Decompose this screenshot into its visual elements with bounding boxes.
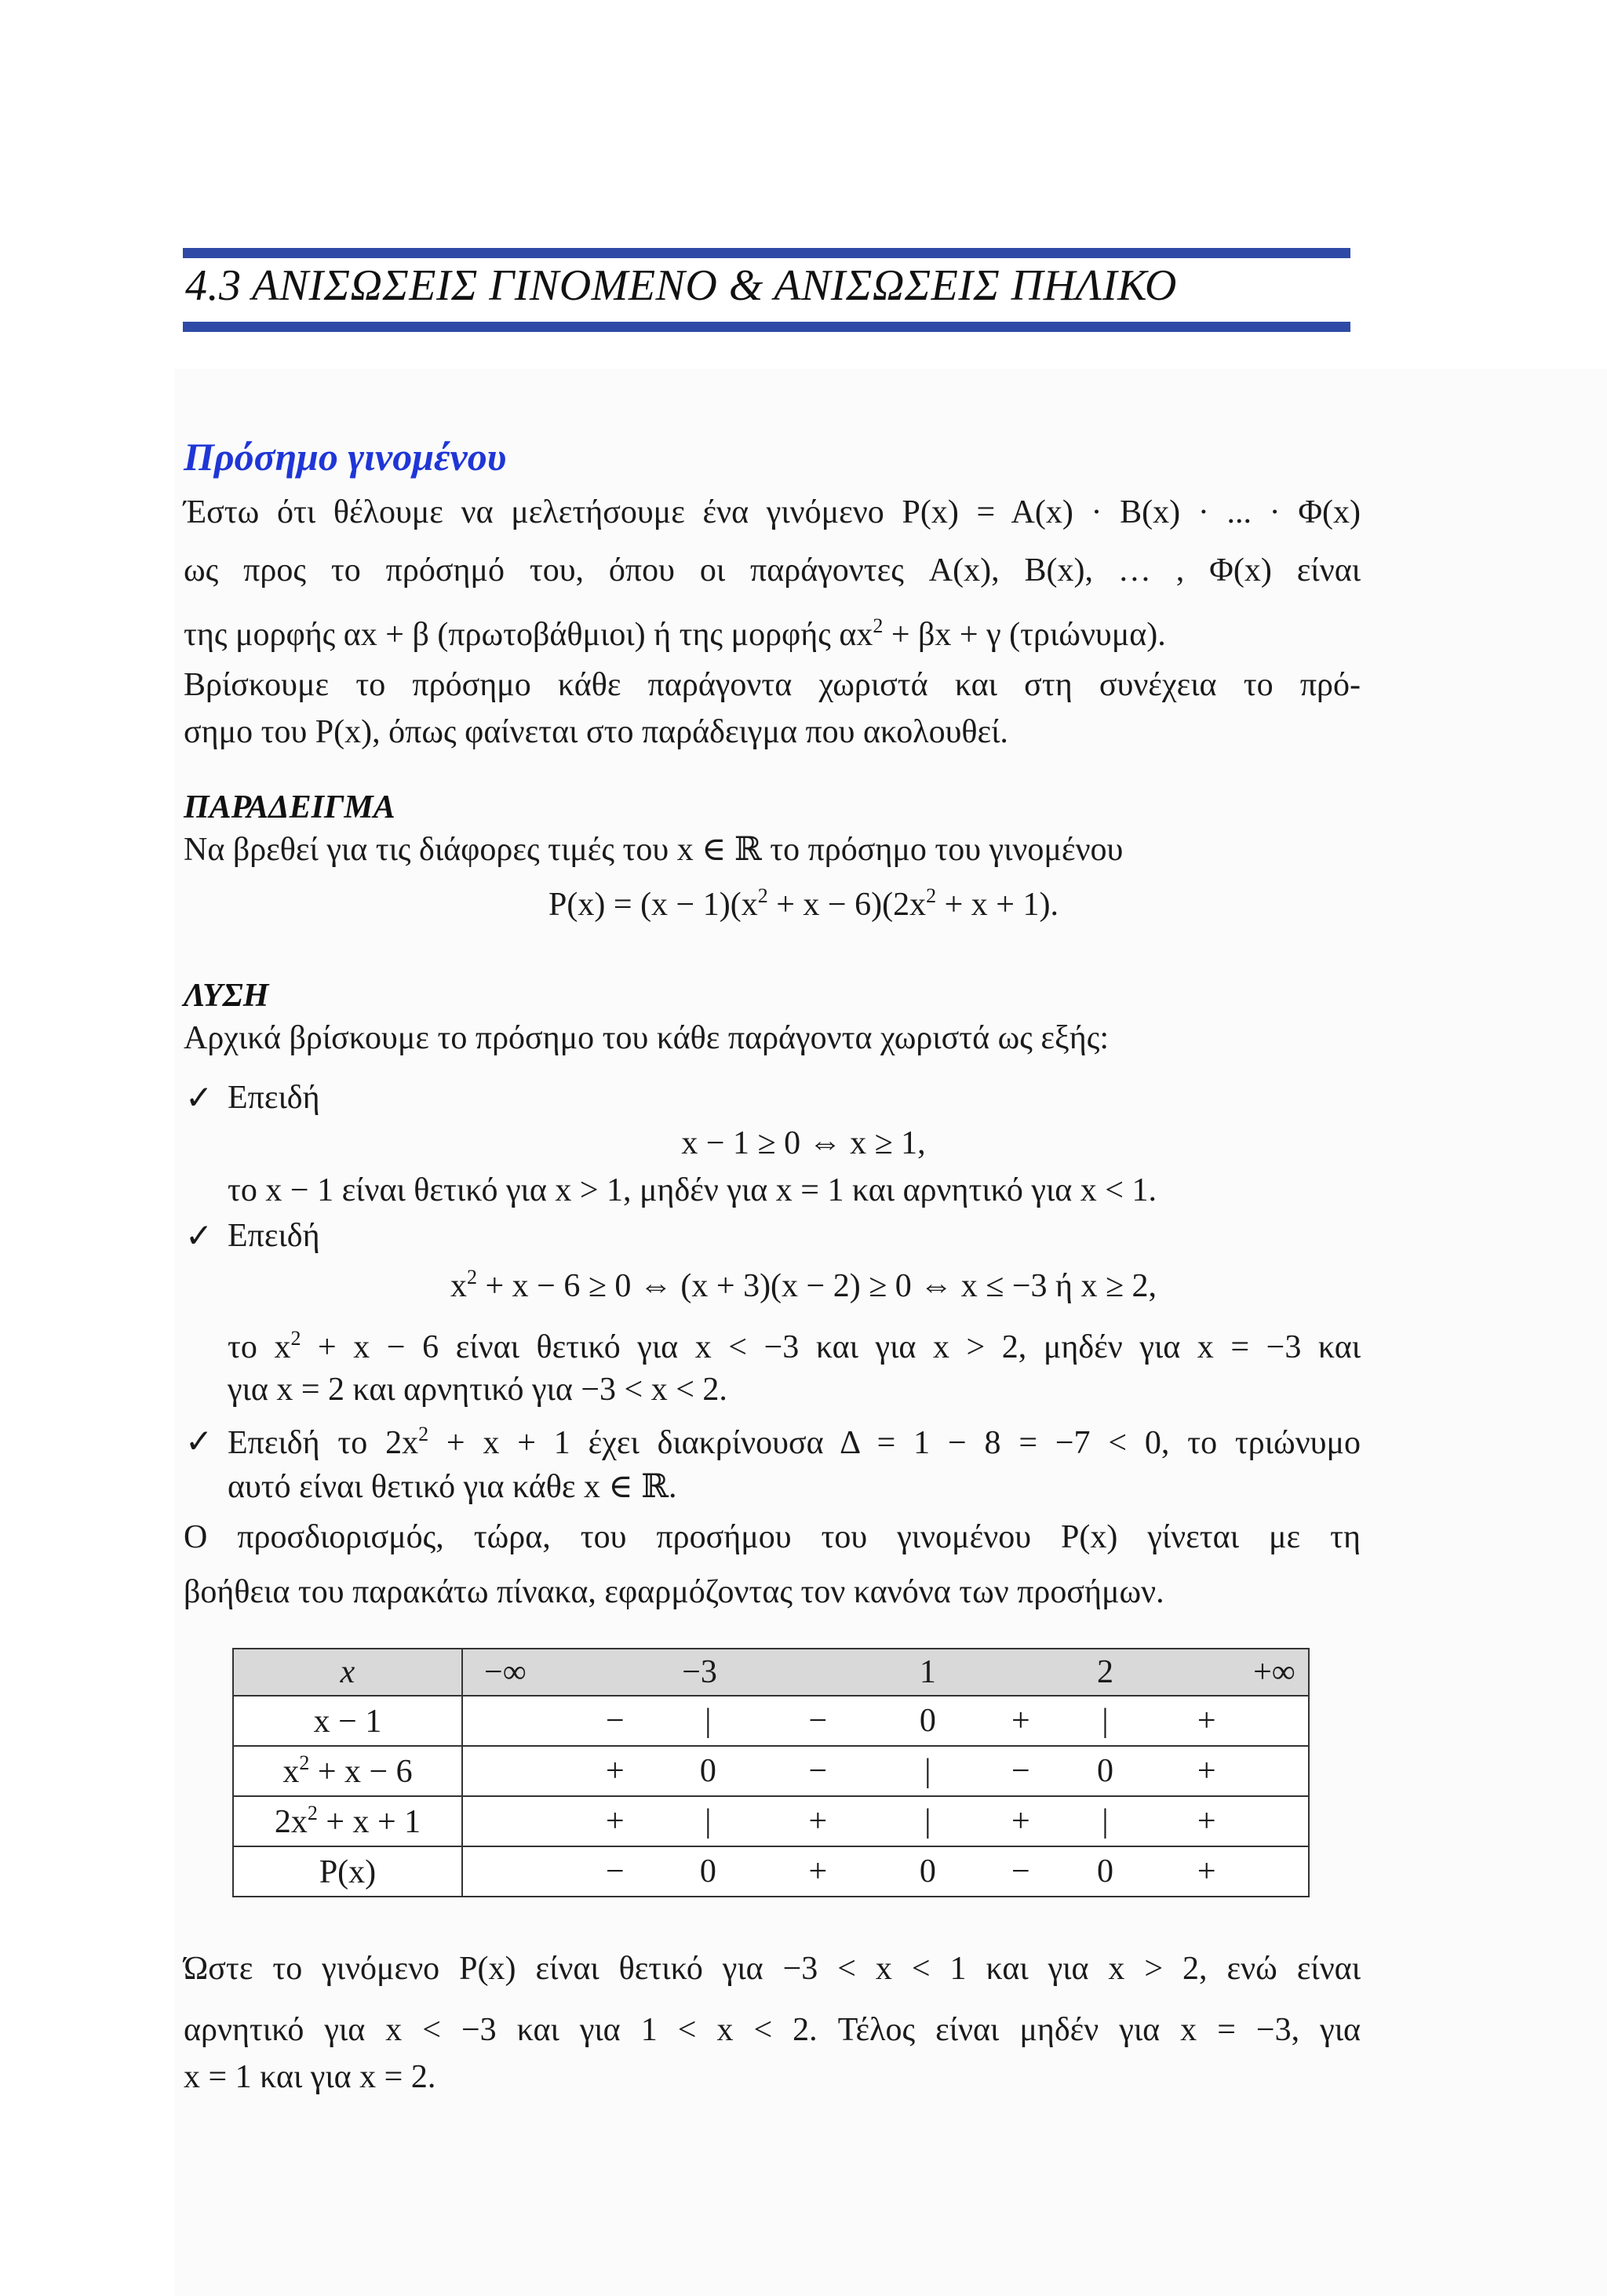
paragraph-line-1: Ο προσδιορισμός, τώρα, του προσήμου του γινομένου P(x) γίνεται με τη: [184, 1519, 1361, 1555]
intro-line-2: ως προς το πρόσημό του, όπου οι παράγοντες A(x), B(x), … , Φ(x) είναι: [184, 552, 1361, 589]
bullet-1-text: το x − 1 είναι θετικό για x > 1, μηδέν για x = 1 και αρνητικό για x < 1.: [228, 1172, 1157, 1208]
intro-line-3-sup: 2: [873, 614, 884, 637]
row-label-text: P(x): [319, 1854, 377, 1890]
conclusion-line-1: Ώστε το γινόμενο P(x) είναι θετικό για −3 < x < 1 και για x > 2, ενώ είναι: [184, 1951, 1361, 1987]
sign-cell: +: [1197, 1853, 1216, 1890]
bullet-3-line-1b: + x + 1 έχει διακρίνουσα Δ = 1 − 8 = −7 < 0, το τριώνυμο: [428, 1425, 1361, 1461]
check-icon: ✓: [185, 1422, 213, 1460]
bullet-2-formula-b: + x − 6 ≥ 0 ⇔ (x + 3)(x − 2) ≥ 0 ⇔ x ≤ −3 ή x ≥ 2,: [476, 1268, 1157, 1304]
paragraph-line-2: βοήθεια του παρακάτω πίνακα, εφαρμόζοντας τον κανόνα των προσήμων.: [184, 1574, 1164, 1610]
sign-cell: |: [705, 1703, 712, 1739]
title-rule-top: [183, 248, 1350, 258]
section-heading: Πρόσημο γινομένου: [184, 435, 507, 479]
bullet-2-formula-a: x: [450, 1268, 467, 1304]
sign-cell: 0: [699, 1753, 716, 1789]
sign-cell: 0: [919, 1853, 936, 1890]
intro-line-5: σημο του P(x), όπως φαίνεται στο παράδειγμα που ακολουθεί.: [184, 714, 1008, 750]
sign-table: [232, 1648, 1310, 1897]
chapter-title: 4.3 ΑΝΙΣΩΣΕΙΣ ΓΙΝΟΜΕΝΟ & ΑΝΙΣΩΣΕΙΣ ΠΗΛΙΚΟ: [185, 261, 1177, 310]
sign-cell: 0: [1097, 1853, 1114, 1890]
sign-table-row: [233, 1746, 1309, 1796]
sign-cell: +: [606, 1803, 625, 1839]
row-label: [233, 1746, 462, 1796]
sign-cell: +: [808, 1803, 828, 1839]
row-label-rest: + x − 6: [309, 1754, 413, 1790]
sign-cell: −: [808, 1703, 828, 1739]
sign-cell: −: [606, 1703, 625, 1739]
sign-cell: |: [1102, 1703, 1109, 1739]
sign-table-header-label: x: [233, 1649, 462, 1696]
title-rule-bottom: [183, 322, 1350, 332]
row-cells: [462, 1696, 1309, 1746]
row-cells: [462, 1746, 1309, 1796]
sign-cell: +: [1011, 1703, 1030, 1739]
sign-cell: +: [1197, 1753, 1216, 1789]
sign-cell: −: [606, 1853, 625, 1890]
sign-cell: 0: [1097, 1753, 1114, 1789]
example-formula-c: + x + 1).: [936, 887, 1059, 923]
intro-line-1: Έστω ότι θέλουμε να μελετήσουμε ένα γινόμενο P(x) = A(x) · B(x) · ... · Φ(x): [184, 494, 1361, 530]
conclusion-line-2: αρνητικό για x < −3 και για 1 < x < 2. Τέλος είναι μηδέν για x = −3, για: [184, 2012, 1361, 2048]
sign-cell: |: [924, 1803, 931, 1839]
example-line-1: Να βρεθεί για τις διάφορες τιμές του x ∈ ℝ το πρόσημο του γινομένου: [184, 832, 1124, 868]
intro-line-4: Βρίσκουμε το πρόσημο κάθε παράγοντα χωριστά και στη συνέχεια το πρό-: [184, 667, 1361, 703]
row-label: [233, 1796, 462, 1846]
conclusion-line-3: x = 1 και για x = 2.: [184, 2059, 436, 2095]
sign-cell: −: [808, 1753, 828, 1789]
sign-table-row: [233, 1846, 1309, 1897]
bullet-1-formula: x − 1 ≥ 0 ⇔ x ≥ 1,: [681, 1125, 926, 1161]
bullet-2-formula: [0, 1265, 1607, 1306]
row-cells: [462, 1796, 1309, 1846]
row-label-text: x: [282, 1754, 300, 1790]
sign-table-row: [233, 1796, 1309, 1846]
example-formula-b: + x − 6)(2x: [767, 887, 927, 923]
bullet-3-line-2: αυτό είναι θετικό για κάθε x ∈ ℝ.: [228, 1469, 677, 1505]
sign-cell: −: [1011, 1853, 1030, 1890]
bullet-2-text-2: για x = 2 και αρνητικό για −3 < x < 2.: [228, 1372, 727, 1408]
header-value: +∞: [1253, 1654, 1295, 1690]
row-label: [233, 1846, 462, 1897]
sign-cell: +: [1197, 1803, 1216, 1839]
example-formula-sup-2: 2: [926, 884, 937, 907]
example-formula-sup-1: 2: [757, 884, 768, 907]
row-label-text: 2x: [274, 1804, 308, 1840]
row-label-text: x − 1: [313, 1704, 382, 1740]
header-value: −∞: [484, 1654, 527, 1690]
sign-cell: +: [606, 1753, 625, 1789]
intro-line-3: [184, 614, 1166, 654]
sign-table-header-row: [233, 1649, 1309, 1696]
intro-line-3b: + βx + γ (τριώνυμα).: [883, 617, 1166, 653]
row-label-sup: 2: [307, 1802, 318, 1824]
bullet-2-text-1: [228, 1326, 1361, 1367]
bullet-2-text-1b: + x − 6 είναι θετικό για x < −3 και για x > 2, μηδέν για x = −3 και: [301, 1329, 1361, 1365]
bullet-2-formula-sup: 2: [466, 1266, 477, 1288]
example-heading: ΠΑΡΑΔΕΙΓΜΑ: [184, 789, 395, 825]
row-label: [233, 1696, 462, 1746]
sign-cell: +: [808, 1853, 828, 1890]
bullet-2-text-1-sup: 2: [290, 1327, 301, 1350]
row-cells: [462, 1846, 1309, 1897]
bullet-2-text-1a: το x: [228, 1329, 291, 1365]
bullet-1-label: Επειδή: [228, 1080, 320, 1116]
header-value: −3: [682, 1654, 717, 1690]
bullet-3-line-1-sup: 2: [418, 1423, 429, 1445]
bullet-2-label: Επειδή: [228, 1218, 320, 1254]
row-label-rest: + x + 1: [317, 1804, 421, 1840]
sign-table-row: [233, 1696, 1309, 1746]
bullet-3-line-1a: Επειδή το 2x: [228, 1425, 419, 1461]
sign-cell: +: [1197, 1703, 1216, 1739]
sign-cell: |: [924, 1753, 931, 1789]
header-value: 2: [1097, 1654, 1114, 1690]
header-value: 1: [919, 1654, 936, 1690]
sign-cell: |: [705, 1803, 712, 1839]
sign-cell: −: [1011, 1753, 1030, 1789]
solution-intro: Αρχικά βρίσκουμε το πρόσημο του κάθε παράγοντα χωριστά ως εξής:: [184, 1020, 1110, 1056]
check-icon: ✓: [185, 1216, 213, 1255]
sign-cell: 0: [919, 1703, 936, 1739]
sign-table-header-values: [462, 1649, 1309, 1696]
solution-heading: ΛΥΣΗ: [184, 978, 269, 1014]
sign-cell: +: [1011, 1803, 1030, 1839]
example-formula-a: P(x) = (x − 1)(x: [548, 887, 758, 923]
intro-line-3a: της μορφής αx + β (πρωτοβάθμιοι) ή της μορφής αx: [184, 617, 873, 653]
check-icon: ✓: [185, 1078, 213, 1117]
bullet-3-line-1: [228, 1422, 1361, 1463]
example-formula: [0, 884, 1607, 924]
sign-cell: 0: [699, 1853, 716, 1890]
sign-cell: |: [1102, 1803, 1109, 1839]
row-label-sup: 2: [299, 1751, 310, 1774]
